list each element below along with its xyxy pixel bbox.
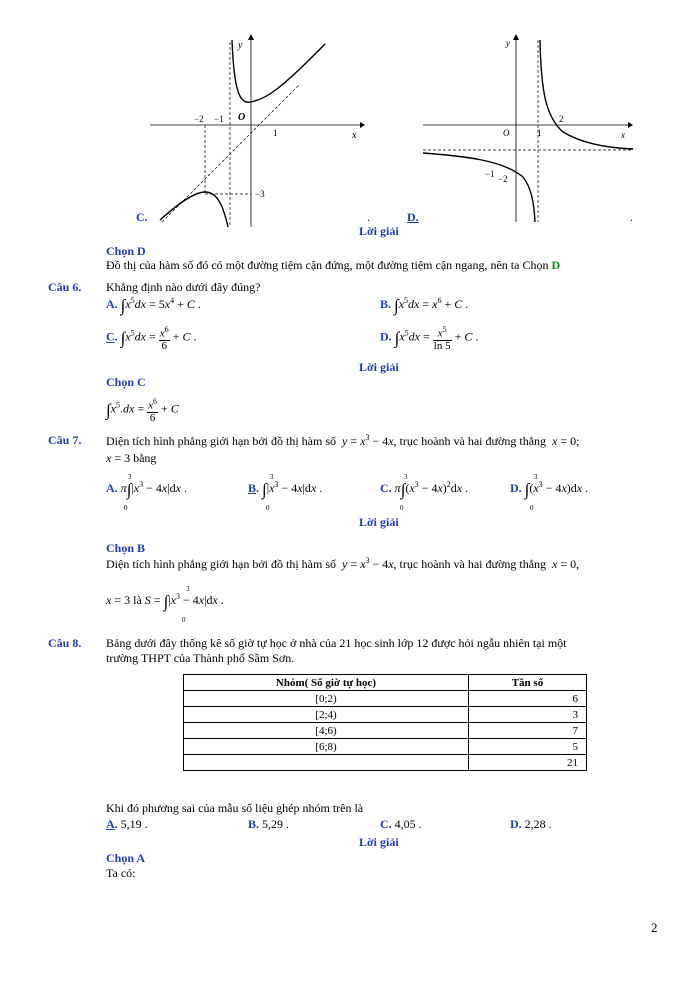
c-origin-label: O bbox=[238, 112, 246, 123]
d-origin-label: O bbox=[503, 128, 510, 138]
q7-option-a[interactable]: A. $\pi\int|x^3 - 4x|dx$ . bbox=[106, 480, 187, 499]
q5-explain: Đồ thị của hàm số đó có một đường tiệm cận đứng, một đường tiệm cận ngang, nên ta Chọn D bbox=[106, 258, 561, 272]
q8-option-a[interactable]: A. 5,19 . bbox=[106, 817, 148, 831]
q8-option-b[interactable]: B. 5,29 . bbox=[248, 817, 290, 831]
table-header-row bbox=[184, 675, 587, 691]
table-cell: [4;6) bbox=[184, 723, 469, 739]
q8-question-line1: Bảng dưới đây thống kê số giờ tự học ở nhà của 21 học sinh lớp 12 được hỏi ngẫu nhiên tại một bbox=[106, 636, 567, 650]
table-cell: [0;2) bbox=[184, 691, 469, 707]
c-tick-m2: −2 bbox=[194, 114, 204, 124]
table-row bbox=[184, 691, 587, 707]
q8-label: Câu 8. bbox=[48, 636, 82, 650]
q6-solution-formula: $\int x^5.dx$ = $\frac{x^6}{6}$ + C bbox=[106, 397, 179, 424]
q5-solution-title: Lời giải bbox=[359, 224, 399, 238]
q7-explain-formula: x = 3 là $S = \int|x^3 - 4x|dx$ . bbox=[106, 592, 224, 611]
graph-c bbox=[150, 32, 365, 227]
q6-solution-title: Lời giải bbox=[359, 360, 399, 374]
c-x-label: x bbox=[352, 130, 357, 141]
q6-option-c[interactable]: C. $\int x^5dx$ = $\frac{x^6}{6}$ + C . bbox=[106, 325, 197, 352]
q7-solution-title: Lời giải bbox=[359, 515, 399, 529]
page-number: 2 bbox=[651, 920, 658, 935]
q8-option-c[interactable]: C. 4,05 . bbox=[380, 817, 422, 831]
c-tick-m1: −1 bbox=[214, 114, 224, 124]
graph-d bbox=[423, 32, 635, 222]
dot-2: . bbox=[630, 210, 633, 224]
q8-option-d[interactable]: D. 2,28 . bbox=[510, 817, 552, 831]
q6-question: Khẳng định nào dưới đây đúng? bbox=[106, 280, 261, 294]
q6-label: Câu 6. bbox=[48, 280, 82, 294]
d-tick-m1: −1 bbox=[485, 169, 495, 179]
d-tick-p2: 2 bbox=[559, 114, 564, 124]
q7-option-b[interactable]: B. $\int|x^3 - 4x|dx$ . bbox=[248, 480, 323, 499]
q7-question-line2: x = 3 bằng bbox=[106, 451, 157, 465]
q6-choose: Chọn C bbox=[106, 375, 146, 389]
table-cell: 6 bbox=[468, 691, 586, 707]
d-tick-m2: −2 bbox=[498, 174, 508, 184]
q8-question-line2: trường THPT của Thành phố Sầm Sơn. bbox=[106, 651, 295, 665]
table-cell: [6;8) bbox=[184, 739, 469, 755]
c-y-label: y bbox=[238, 40, 243, 51]
q6-option-b[interactable]: B. $\int x^5dx = x^6 + C$ . bbox=[380, 296, 469, 315]
table-row bbox=[184, 739, 587, 755]
table-cell: 3 bbox=[468, 707, 586, 723]
table-cell: 7 bbox=[468, 723, 586, 739]
q5-choose: Chọn D bbox=[106, 244, 146, 258]
table-cell bbox=[184, 755, 469, 771]
c-tick-m3: −3 bbox=[255, 189, 265, 199]
table-cell: 21 bbox=[468, 755, 586, 771]
dot-1: . bbox=[367, 210, 370, 224]
table-row bbox=[184, 707, 587, 723]
q8-solution-title: Lời giải bbox=[359, 835, 399, 849]
q6-option-d[interactable]: D. $\int x^5dx$ = $\frac{x^5}{\ln 5}$ + C . bbox=[380, 325, 479, 352]
q6-option-a[interactable]: A. $\int x^5dx = 5x^4 + C$ . bbox=[106, 296, 201, 315]
table-header-group: Nhóm( Số giờ tự học) bbox=[184, 675, 469, 691]
d-x-label: x bbox=[621, 130, 625, 140]
table-cell: [2;4) bbox=[184, 707, 469, 723]
q7-option-d[interactable]: D. $\int(x^3 - 4x)dx$ . bbox=[510, 480, 589, 499]
d-tick-p1: 1 bbox=[537, 128, 542, 138]
table-row-total bbox=[184, 755, 587, 771]
q7-choose: Chọn B bbox=[106, 541, 146, 555]
q7-option-c[interactable]: C. $\pi\int(x^3 - 4x)^2dx$ . bbox=[380, 480, 469, 499]
c-tick-p1: 1 bbox=[273, 128, 278, 138]
q8-choose: Chọn A bbox=[106, 851, 146, 865]
table-header-frequency: Tần số bbox=[468, 675, 586, 691]
frequency-table bbox=[183, 674, 587, 771]
q7-explain: Diện tích hình phẳng giới hạn bởi đồ thị hàm số $y = x^3 - 4x$, trục hoành và hai đường thẳng x = 0, bbox=[106, 556, 580, 571]
q7-question: Diện tích hình phẳng giới hạn bởi đồ thị hàm số $y = x^3 - 4x$, trục hoành và hai đường thẳng x = 0; bbox=[106, 433, 580, 448]
table-row bbox=[184, 723, 587, 739]
d-y-label: y bbox=[506, 38, 510, 48]
q8-prompt: Khi đó phương sai của mẫu số liệu ghép nhóm trên là bbox=[106, 801, 364, 815]
graph-d-label: D. bbox=[407, 210, 419, 224]
q8-ta-co: Ta có: bbox=[106, 866, 136, 880]
graph-c-label: C. bbox=[136, 210, 148, 224]
table-cell: 5 bbox=[468, 739, 586, 755]
q7-label: Câu 7. bbox=[48, 433, 82, 447]
